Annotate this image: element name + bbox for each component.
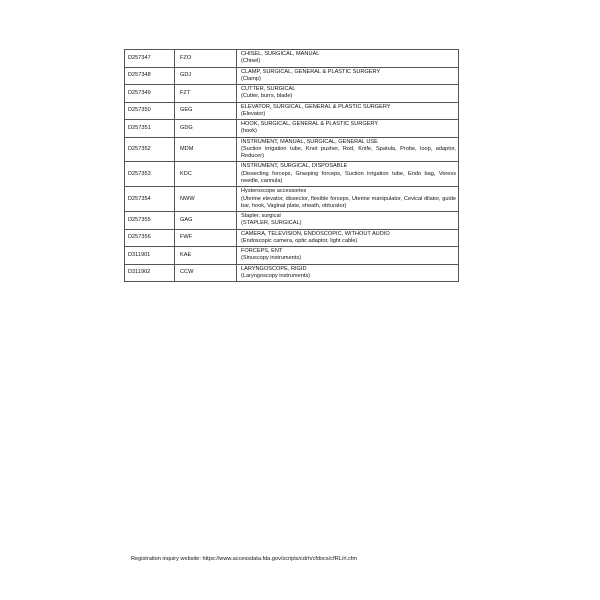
device-examples: (hook) [241,128,257,135]
device-name: Stapler, surgical [241,213,281,220]
device-name: CLAMP, SURGICAL, GENERAL & PLASTIC SURGERY [241,68,381,75]
registration-number-cell: D257347 [125,50,175,68]
device-description-cell [237,247,459,265]
device-name: LARYNGOSCOPE, RIGID [241,265,307,272]
device-description-cell [237,229,459,247]
product-code-cell: GEG [175,102,237,120]
product-code-cell: GDG [175,120,237,138]
device-examples: (Sinuscopy instruments) [241,255,301,262]
product-code-cell: FWF [175,229,237,247]
product-code-cell: KAE [175,247,237,265]
device-examples: (Elevator) [241,110,266,117]
registration-number-cell: D257351 [125,120,175,138]
table-row [125,85,459,103]
registration-number-cell: D257348 [125,67,175,85]
device-description-cell [237,212,459,230]
product-code-cell: KDC [175,162,237,187]
device-description-cell [237,120,459,138]
table-row [125,102,459,120]
device-description-cell [237,102,459,120]
device-description-cell [237,162,459,187]
device-name: ELEVATOR, SURGICAL, GENERAL & PLASTIC SURGERY [241,103,391,110]
device-description-cell [237,67,459,85]
device-examples: (Laryngoscopy instruments) [241,272,311,279]
table-row [125,137,459,162]
table-row [125,67,459,85]
device-examples: (Uterine elevator, dissector, flexible forceps, Uterine manipulator, Cevical dilator, guide bar, hook, Vaginal plate, sheath, obturator) [241,195,456,209]
device-name: HOOK, SURGICAL, GENERAL & PLASTIC SURGERY [241,121,379,128]
table-row [125,264,459,282]
device-description-cell [237,187,459,212]
product-code-cell: FZT [175,85,237,103]
device-examples: (Cutter, burrs, blade) [241,93,293,100]
table-row [125,212,459,230]
product-code-cell: GDJ [175,67,237,85]
product-code-cell: CCW [175,264,237,282]
table-row [125,229,459,247]
device-name: INSTRUMENT, SURGICAL, DISPOSABLE [241,163,348,170]
device-description-cell [237,137,459,162]
table-row [125,120,459,138]
device-examples: (Suction irrigation tube, Knot pusher, Rod, Knife, Spatula, Probe, loop, adaptor, Reducer) [241,145,456,160]
product-code-cell: GAG [175,212,237,230]
registration-number-cell: D257350 [125,102,175,120]
device-name: Hysteroscope accessories [241,188,307,195]
registration-number-cell: D257349 [125,85,175,103]
table-row [125,50,459,68]
product-code-cell: MDM [175,137,237,162]
table-row [125,162,459,187]
device-examples: (Chisel) [241,58,261,65]
device-examples: (Clamp) [241,75,261,82]
registration-number-cell: D257354 [125,187,175,212]
device-examples: (Dissecting forceps, Grasping forceps, Suction irrigation tube, Endo bag, Veress needle, cannula) [241,170,456,184]
device-description-cell [237,264,459,282]
registration-number-cell: D257353 [125,162,175,187]
device-name: INSTRUMENT, MANUAL, SURGICAL, GENERAL USE [241,138,378,145]
device-name: CUTTER, SURGICAL [241,86,296,93]
product-code-cell: FZO [175,50,237,68]
device-examples: (STAPLER, SURGICAL) [241,220,302,227]
device-name: CHISEL, SURGICAL, MANUAL [241,51,320,57]
registration-table-body [125,50,459,282]
registration-number-cell: D257352 [125,137,175,162]
registration-number-cell: D257355 [125,212,175,230]
registration-inquiry-footer: Registration inquiry website: https://www.accessdata.fda.gov/scripts/cdrh/cfdocs/cfRL/rl.cfm [131,556,358,562]
device-description-cell [237,85,459,103]
device-examples: (Endoscopic camera, optic adaptor, light cable) [241,237,358,244]
registration-number-cell: D311901 [125,247,175,265]
registration-table [124,49,459,282]
registration-number-cell: D311902 [125,264,175,282]
device-name: CAMERA, TELEVISION, ENDOSCOPIC, WITHOUT AUDIO [241,230,390,237]
product-code-cell: NWW [175,187,237,212]
table-row [125,247,459,265]
registration-number-cell: D257356 [125,229,175,247]
table-row [125,187,459,212]
device-description-cell [237,50,459,68]
device-name: FORCEPS, ENT [241,248,283,255]
